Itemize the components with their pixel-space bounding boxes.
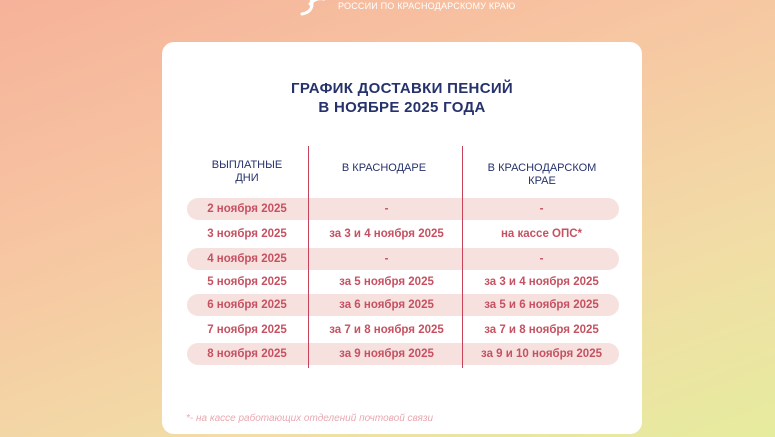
footnote: *- на кассе работающих отделений почтовой связи [186, 413, 434, 424]
table-row [187, 271, 619, 293]
page-title [162, 79, 642, 117]
column-header-line: В КРАСНОДАРСКОМ [487, 162, 597, 174]
title-line-1: ГРАФИК ДОСТАВКИ ПЕНСИЙ [291, 80, 513, 97]
table-cell-krai: на кассе ОПС* [500, 228, 583, 240]
title-line-2: В НОЯБРЕ 2025 ГОДА [318, 99, 486, 116]
table-cell-krasnodar: - [384, 203, 389, 215]
table-cell-date: 2 ноября 2025 [207, 203, 287, 215]
table-cell-krasnodar: - [384, 253, 389, 265]
table-row [187, 294, 619, 316]
table-cell-krasnodar: за 5 ноября 2025 [339, 276, 434, 288]
sfr-logo-icon [296, 0, 328, 16]
table-cell-krasnodar: за 6 ноября 2025 [339, 299, 434, 311]
top-header [296, 0, 515, 16]
column-header-line: ДНИ [235, 172, 259, 184]
table-row [187, 319, 619, 341]
table-row [187, 198, 619, 220]
table-cell-krai: - [539, 203, 544, 215]
column-divider [462, 146, 463, 368]
table-row [187, 343, 619, 365]
table-cell-krasnodar: за 9 ноября 2025 [339, 348, 434, 360]
column-header-payment-days [190, 159, 304, 185]
table-cell-date: 5 ноября 2025 [207, 276, 287, 288]
table-cell-krai: - [539, 253, 544, 265]
table-row [187, 248, 619, 270]
column-header-krasnodar [312, 162, 456, 175]
table-cell-krasnodar: за 3 и 4 ноября 2025 [329, 228, 444, 240]
column-header-line: КРАЕ [528, 175, 556, 187]
organization-name: РОССИИ ПО КРАСНОДАРСКОМУ КРАЮ [338, 1, 516, 11]
table-row [187, 223, 619, 245]
column-header-line: ВЫПЛАТНЫЕ [211, 159, 283, 171]
table-cell-date: 3 ноября 2025 [207, 228, 287, 240]
table-cell-krai: за 3 и 4 ноября 2025 [484, 276, 599, 288]
table-cell-date: 8 ноября 2025 [207, 348, 287, 360]
table-cell-krasnodar: за 7 и 8 ноября 2025 [329, 324, 444, 336]
table-cell-krai: за 9 и 10 ноября 2025 [481, 348, 602, 360]
schedule-card [162, 42, 642, 434]
column-header-line: В КРАСНОДАРЕ [341, 162, 427, 174]
table-cell-date: 6 ноября 2025 [207, 299, 287, 311]
column-header-krasnodar-krai [467, 162, 617, 188]
table-cell-krai: за 7 и 8 ноября 2025 [484, 324, 599, 336]
column-divider [308, 146, 309, 368]
table-cell-krai: за 5 и 6 ноября 2025 [484, 299, 599, 311]
table-cell-date: 4 ноября 2025 [207, 253, 287, 265]
table-cell-date: 7 ноября 2025 [207, 324, 287, 336]
